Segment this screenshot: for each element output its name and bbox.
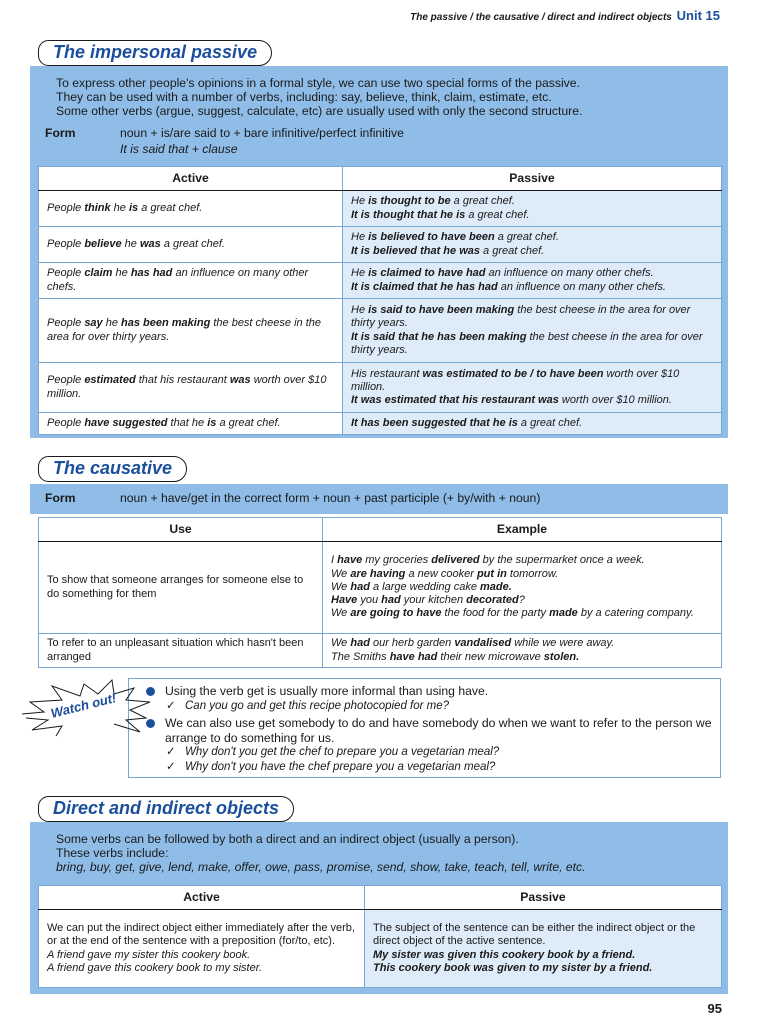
- direct-passive-text: The subject of the sentence can be either the indirect object or the direct object of the active sentence.: [373, 922, 696, 948]
- causative-col-use: Use: [39, 518, 323, 542]
- check-icon: ✓: [166, 761, 176, 773]
- table-row: [39, 299, 722, 363]
- direct-active-text: We can put the indirect object either immediately after the verb, or at the end of the sentence with a preposition (for/to, etc).: [47, 922, 355, 948]
- causative-form-text: noun + have/get in the correct form + noun + past participle (+ by/with + noun): [120, 491, 541, 505]
- check-icon: ✓: [166, 700, 176, 712]
- watch-out-label: Watch out!: [49, 690, 118, 721]
- page-number: 95: [707, 1001, 722, 1016]
- causative-col-example: Example: [323, 518, 722, 542]
- causative-title: The causative: [38, 456, 187, 482]
- impersonal-table: [38, 166, 722, 435]
- impersonal-intro: [56, 76, 718, 119]
- table-row: [39, 191, 722, 227]
- watch-example-2-text: Why don't you get the chef to prepare you a vegetarian meal?: [185, 746, 500, 758]
- passive-cell: It has been suggested that he is a great chef.: [343, 413, 722, 435]
- watch-bullet-2: [146, 716, 718, 746]
- impersonal-col-passive: Passive: [343, 167, 722, 191]
- direct-passive-example-1: My sister was given this cookery book by a friend.: [373, 948, 636, 961]
- active-cell: People think he is a great chef.: [39, 191, 343, 227]
- direct-intro-line-2: These verbs include:: [56, 846, 169, 861]
- impersonal-intro-line-3: Some other verbs (argue, suggest, calculate, etc) are usually used with only the second structure.: [56, 104, 583, 119]
- bullet-icon: [146, 687, 155, 696]
- direct-intro-line-1: Some verbs can be followed by both a direct and an indirect object (usually a person).: [56, 832, 519, 846]
- direct-active-cell: [39, 910, 365, 988]
- watch-bullet-2-text: We can also use get somebody to do and have somebody do when we want to refer to the person we arrange to do something for us.: [165, 716, 712, 745]
- unit-label: Unit 15: [676, 8, 720, 23]
- table-row: [39, 263, 722, 299]
- watch-bullet-1-text: Using the verb get is usually more informal than using have.: [165, 684, 489, 698]
- direct-intro: [56, 832, 718, 875]
- running-header: [410, 8, 720, 23]
- impersonal-form-line-1: noun + is/are said to + bare infinitive/perfect infinitive: [120, 126, 404, 140]
- watch-out-badge: [22, 678, 152, 738]
- example-cell: We had our herb garden vandalised while we were away. The Smiths have had their new microwave stolen.: [323, 634, 722, 668]
- active-cell: People believe he was a great chef.: [39, 227, 343, 263]
- impersonal-passive-title: The impersonal passive: [38, 40, 272, 66]
- impersonal-col-active: Active: [39, 167, 343, 191]
- watch-example-1-text: Can you go and get this recipe photocopied for me?: [185, 700, 450, 712]
- direct-active-example-2: A friend gave this cookery book to my sister.: [47, 961, 262, 974]
- direct-col-active: Active: [39, 886, 365, 910]
- direct-passive-cell: [365, 910, 722, 988]
- use-cell: To show that someone arranges for someone else to do something for them: [39, 542, 323, 634]
- direct-active-example-1: A friend gave my sister this cookery book.: [47, 948, 251, 961]
- table-row: [39, 910, 722, 988]
- active-cell: People say he has been making the best cheese in the area for over thirty years.: [39, 299, 343, 363]
- watch-example-3-text: Why don't you have the chef prepare you a vegetarian meal?: [185, 761, 496, 773]
- use-cell: To refer to an unpleasant situation which hasn't been arranged: [39, 634, 323, 668]
- table-row: [39, 634, 722, 668]
- example-cell: I have my groceries delivered by the supermarket once a week. We are having a new cooker put in tomorrow. We had a large wedding cake made. Have you had your kitchen decorated? We are going to have the food for the party made by a catering company.: [323, 542, 722, 634]
- active-cell: People claim he has had an influence on many other chefs.: [39, 263, 343, 299]
- causative-table: [38, 517, 722, 668]
- active-cell: People have suggested that he is a great chef.: [39, 413, 343, 435]
- direct-col-passive: Passive: [365, 886, 722, 910]
- passive-cell: His restaurant was estimated to be / to have been worth over $10 million. It was estimated that his restaurant was worth over $10 million.: [343, 363, 722, 413]
- active-cell: People estimated that his restaurant was worth over $10 million.: [39, 363, 343, 413]
- impersonal-form: [45, 126, 728, 158]
- table-row: [39, 413, 722, 435]
- passive-cell: He is believed to have been a great chef. It is believed that he was a great chef.: [343, 227, 722, 263]
- causative-form: [45, 491, 728, 507]
- impersonal-form-label: Form: [45, 126, 76, 140]
- table-row: [39, 227, 722, 263]
- passive-cell: He is said to have been making the best cheese in the area for over thirty years. It is said that he has been making the best cheese in the area for over thirty years.: [343, 299, 722, 363]
- running-header-text: The passive / the causative / direct and indirect objects: [410, 12, 672, 23]
- check-icon: ✓: [166, 746, 176, 758]
- direct-intro-line-3: bring, buy, get, give, lend, make, offer, owe, pass, promise, send, show, take, teach, tell, write, etc.: [56, 860, 586, 875]
- causative-form-label: Form: [45, 491, 76, 505]
- bullet-icon: [146, 719, 155, 728]
- passive-cell: He is claimed to have had an influence on many other chefs. It is claimed that he has had an influence on many other chefs.: [343, 263, 722, 299]
- impersonal-form-line-2: It is said that + clause: [120, 142, 238, 156]
- impersonal-intro-line-1: To express other people's opinions in a formal style, we can use two special forms of the passive.: [56, 76, 580, 90]
- watch-bullet-1: [146, 684, 718, 699]
- table-row: [39, 542, 722, 634]
- impersonal-intro-line-2: They can be used with a number of verbs, including: say, believe, think, claim, estimate, etc.: [56, 90, 552, 105]
- direct-indirect-table: [38, 885, 722, 988]
- table-row: [39, 363, 722, 413]
- direct-passive-example-2: This cookery book was given to my sister by a friend.: [373, 961, 653, 974]
- direct-indirect-title: Direct and indirect objects: [38, 796, 294, 822]
- passive-cell: He is thought to be a great chef. It is thought that he is a great chef.: [343, 191, 722, 227]
